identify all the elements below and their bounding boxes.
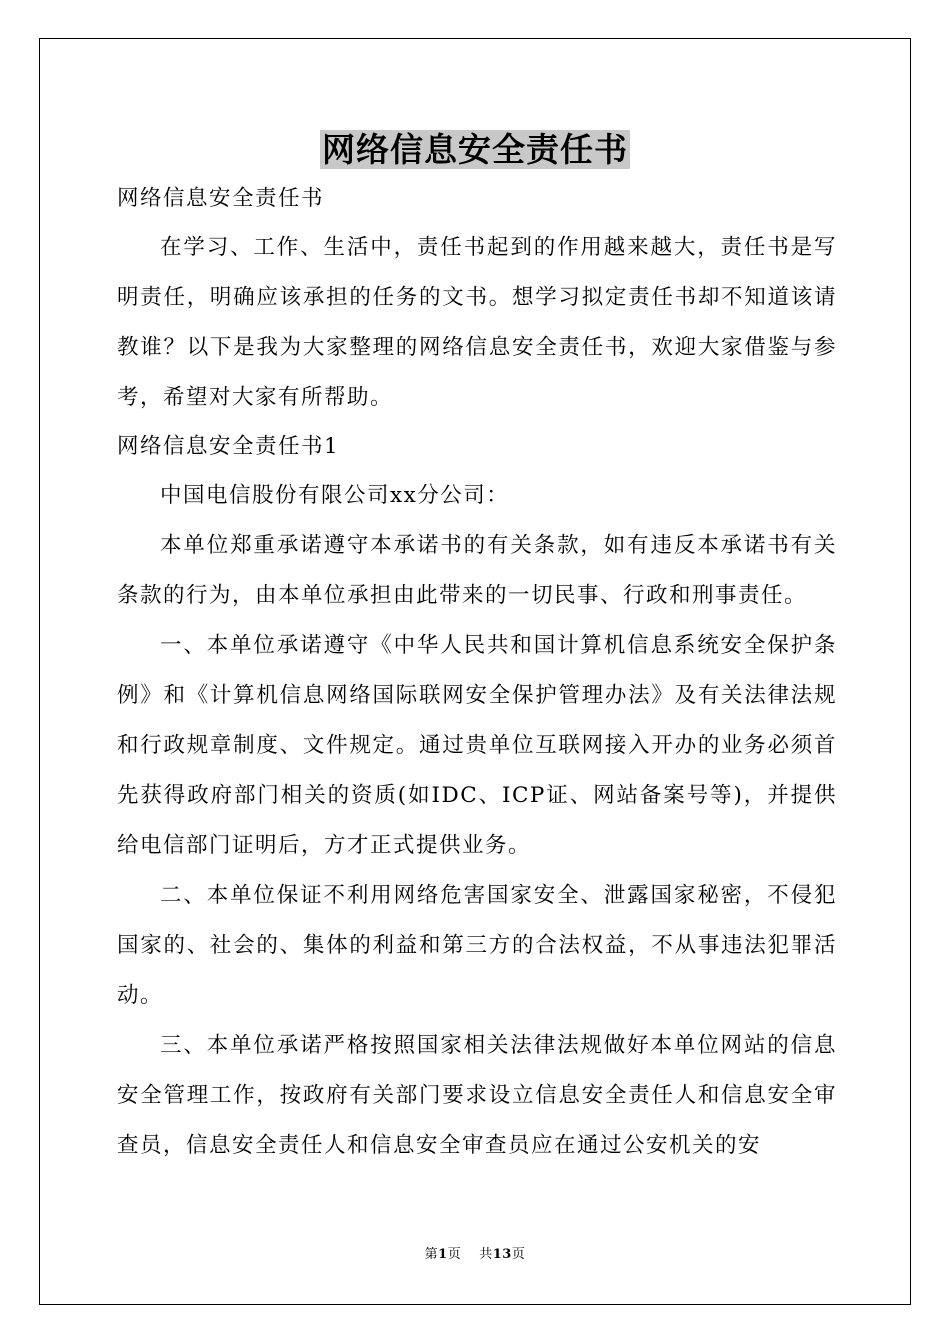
footer-page-suffix: 页	[447, 1247, 462, 1262]
paragraph-clause-1: 一、本单位承诺遵守《中华人民共和国计算机信息系统安全保护条例》和《计算机信息网络国际联网安全保护管理办法》及有关法律法规和行政规章制度、文件规定。通过贵单位互联网接入开办的业务必须首先获得政府部门相关的资质(如IDC、ICP证、网站备案号等)，并提供给电信部门证明后，方才正式提供业务。	[117, 633, 837, 858]
paragraph-commitment: 本单位郑重承诺遵守本承诺书的有关条款，如有违反本承诺书有关条款的行为，由本单位承担由此带来的一切民事、行政和刑事责任。	[117, 533, 837, 608]
page-footer	[0, 1246, 950, 1264]
paragraph-subtitle: 网络信息安全责任书	[117, 186, 325, 211]
footer-total-prefix: 共	[479, 1247, 493, 1262]
paragraph-section-heading: 网络信息安全责任书1	[117, 434, 340, 459]
paragraph-clause-3: 三、本单位承诺严格按照国家相关法律法规做好本单位网站的信息安全管理工作，按政府有关部门要求设立信息安全责任人和信息安全审查员，信息安全责任人和信息安全审查员应在通过公安机关的安	[117, 1033, 837, 1158]
paragraph-clause-2: 二、本单位保证不利用网络危害国家安全、泄露国家秘密，不侵犯国家的、社会的、集体的利益和第三方的合法权益，不从事违法犯罪活动。	[117, 883, 837, 1008]
document-title: 网络信息安全责任书	[322, 130, 628, 169]
footer-page-number: 1	[438, 1247, 448, 1262]
paragraph-addressee: 中国电信股份有限公司xx分公司：	[160, 483, 510, 508]
footer-total-pages: 13	[492, 1247, 512, 1262]
footer-total-suffix: 页	[511, 1247, 526, 1262]
document-body	[117, 175, 837, 1171]
footer-page-prefix: 第	[424, 1247, 439, 1262]
paragraph-intro: 在学习、工作、生活中，责任书起到的作用越来越大，责任书是写明责任，明确应该承担的任务的文书。想学习拟定责任书却不知道该请教谁？以下是我为大家整理的网络信息安全责任书，欢迎大家借鉴与参考，希望对大家有所帮助。	[117, 235, 837, 410]
